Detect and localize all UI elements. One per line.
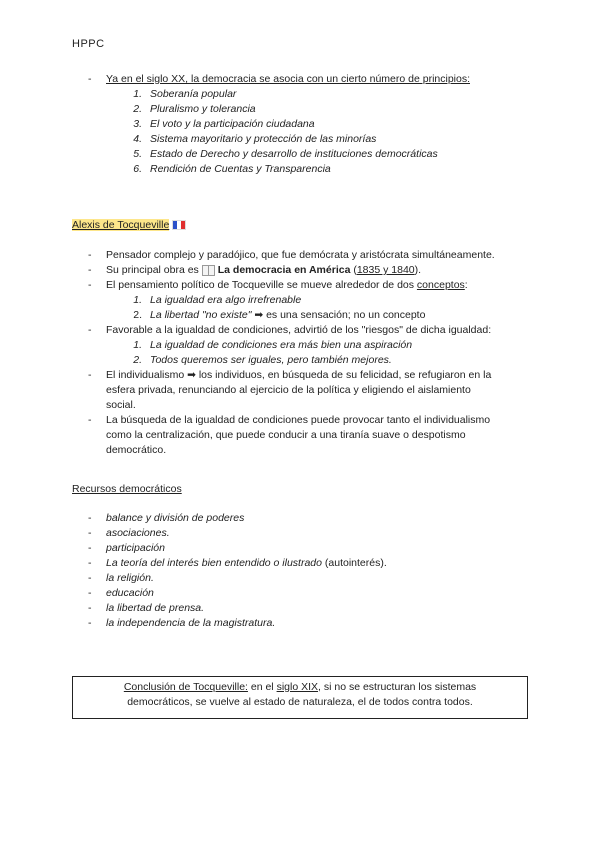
resource-item: - balance y división de poderes	[88, 512, 245, 524]
dates-link[interactable]: 1835 y 1840	[356, 264, 415, 276]
resource-item: - la religión.	[88, 572, 154, 584]
concept-item: 1. La igualdad era algo irrefrenable	[133, 294, 302, 306]
resources-section	[72, 482, 530, 497]
tocqueville-p4: Favorable a la igualdad de condiciones, advirtió de los "riesgos" de dicha igualdad:	[106, 324, 492, 336]
resources-title: Recursos democráticos	[72, 483, 182, 495]
principle-item: 2. Pluralismo y tolerancia	[133, 103, 256, 115]
siglo-link[interactable]: siglo XIX	[276, 681, 319, 693]
principle-item: 3. El voto y la participación ciudadana	[133, 118, 315, 130]
resource-item: - la libertad de prensa.	[88, 602, 205, 614]
tocqueville-p1: Pensador complejo y paradójico, que fue demócrata y aristócrata simultáneamente.	[106, 249, 495, 261]
principle-item: 4. Sistema mayoritario y protección de las minorías	[133, 133, 377, 145]
resource-item: - la independencia de la magistratura.	[88, 617, 276, 629]
principle-item: 1. Soberanía popular	[133, 88, 237, 100]
resource-item: - participación	[88, 542, 165, 554]
principle-item: 6. Rendición de Cuentas y Transparencia	[133, 163, 331, 175]
risk-item: 1. La igualdad de condiciones era más bien una aspiración	[133, 339, 413, 351]
concept-item: 2. La libertad "no existe" ➡ es una sensación; no un concepto	[133, 309, 426, 321]
main-work-title: La democracia en América	[217, 264, 351, 276]
tocqueville-title: Alexis de Tocqueville	[72, 219, 170, 231]
resource-item: - La teoría del interés bien entendido o ilustrado (autointerés).	[88, 557, 387, 569]
conclusion-line2: democráticos, se vuelve al estado de naturaleza, el de todos contra todos.	[127, 696, 473, 708]
principles-section	[72, 72, 530, 177]
tocqueville-section	[72, 218, 530, 233]
tocqueville-points: - Pensador complejo y paradójico, que fue demócrata y aristócrata simultáneamente. - Su principal obra es La democracia en América (1835 y 1840). - El pensamiento político de Tocqueville se mueve alrededor de dos conceptos: 1. La igualdad era algo irrefrenable 2. La libertad "no existe" ➡ es una sensación; no un concepto - Favorable a la igualdad de condiciones, advirtió de los "riesgos" de dicha igualdad: 1. La igualdad de condiciones era más bien una aspiración 2. Todos queremos ser iguales, pero también mejores. - El individualismo ➡ los individuos, en búsqueda de su felicidad, se refugiaron en la esfera privada, renunciando al ejercicio de la política y eligiendo el aislamiento social. - La búsqueda de la igualdad de condiciones puede provocar tanto el individualismo como la centralización, que puede conducir a una tiranía suave o despotismo democrático.	[72, 248, 530, 458]
principle-item: 5. Estado de Derecho y desarrollo de instituciones democráticas	[133, 148, 438, 160]
conclusion-box: Conclusión de Tocqueville: en el siglo XIX, si no se estructuran los sistemas democráticos, se vuelve al estado de naturaleza, el de todos contra todos.	[72, 676, 528, 719]
principles-intro: Ya en el siglo XX, la democracia se asocia con un cierto número de principios:	[106, 73, 470, 85]
resource-item: - educación	[88, 587, 154, 599]
document-header: HPPC	[72, 38, 105, 50]
bullet-dash: -	[88, 73, 92, 85]
concepts-link[interactable]: conceptos	[416, 279, 465, 291]
resource-item: - asociaciones.	[88, 527, 170, 539]
risk-item: 2. Todos queremos ser iguales, pero también mejores.	[133, 354, 392, 366]
french-flag-icon	[172, 220, 186, 230]
conclusion-label: Conclusión de Tocqueville:	[123, 681, 248, 693]
resources-list	[72, 511, 530, 631]
book-icon	[202, 265, 215, 276]
